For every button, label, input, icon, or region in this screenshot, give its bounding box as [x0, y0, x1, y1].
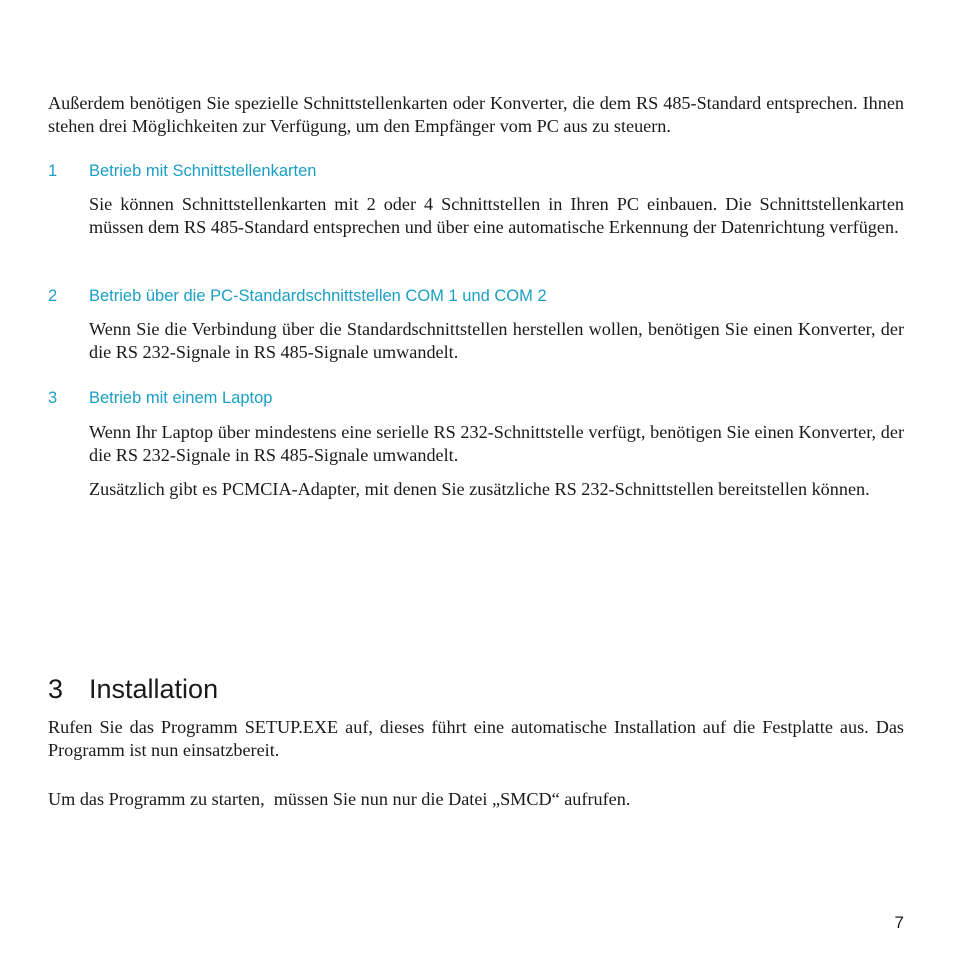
option-3-paragraph-2: Zusätzlich gibt es PCMCIA-Adapter, mit denen Sie zusätzliche RS 232-Schnittstellen bereitstellen können. [89, 479, 870, 499]
subheading-title: Betrieb mit Schnittstellenkarten [89, 162, 317, 180]
section-title: Installation [89, 674, 219, 704]
subheading-number: 3 [48, 389, 58, 407]
intro-paragraph: Außerdem benötigen Sie spezielle Schnittstellenkarten oder Konverter, die dem RS 485-Standard entsprechen. Ihnen stehen drei Möglichkeiten zur Verfügung, um den Empfänger vom PC aus zu steuern. [48, 93, 904, 136]
option-3-paragraph-1: Wenn Ihr Laptop über mindestens eine serielle RS 232-Schnittstelle verfügt, benötigen Sie einen Konverter, der die RS 232-Signale in RS 485-Signale umwandelt. [89, 422, 904, 465]
section-number: 3 [48, 674, 64, 704]
subheading-option-2 [48, 285, 904, 307]
subheading-title: Betrieb mit einem Laptop [89, 389, 273, 407]
subheading-number: 1 [48, 162, 58, 180]
subheading-title: Betrieb über die PC-Standardschnittstellen COM 1 und COM 2 [89, 287, 547, 305]
option-2-paragraph: Wenn Sie die Verbindung über die Standardschnittstellen herstellen wollen, benötigen Sie einen Konverter, der die RS 232-Signale in RS 485-Signale umwandelt. [89, 319, 904, 362]
page-number: 7 [894, 913, 904, 932]
installation-paragraph-2: Um das Programm zu starten, müssen Sie nun nur die Datei „SMCD“ aufrufen. [48, 789, 631, 809]
subheading-option-3 [48, 387, 904, 409]
subheading-option-1 [48, 160, 904, 182]
subheading-number: 2 [48, 287, 58, 305]
option-1-paragraph: Sie können Schnittstellenkarten mit 2 oder 4 Schnittstellen in Ihren PC einbauen. Die Schnittstellenkarten müssen dem RS 485-Standard entsprechen und über eine automatische Erkennung der Datenrichtung verfügen. [89, 194, 904, 237]
section-heading [48, 672, 904, 706]
installation-paragraph-1: Rufen Sie das Programm SETUP.EXE auf, dieses führt eine automatische Installation auf die Festplatte aus. Das Programm ist nun einsatzbereit. [48, 717, 904, 760]
document-page [48, 0, 904, 954]
